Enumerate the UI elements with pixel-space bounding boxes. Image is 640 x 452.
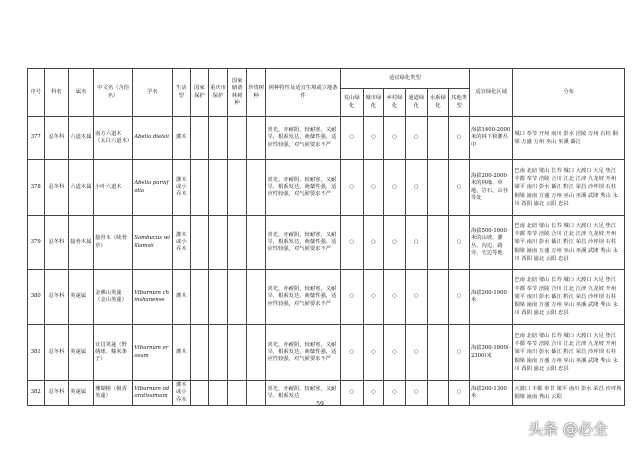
distribution-cell: 巴南 北碚 璧山 长寿 城口 大渡口 大足 垫江 丰都 奉节 涪陵 合川 江北 江津 九龙坡 开州 梁平 南川 彭水 綦江 黔江 荣昌 沙坪坝 石柱 铜梁 潼南 万盛 万州 巫山 巫溪 武隆 秀山 永川 酉阳 渝北 云阳 忠县 [513,270,625,325]
national-cell [191,325,209,381]
sci-name-cell: Viburnum erosum [133,325,172,381]
greening-mark-cell: ○ [384,381,406,406]
header-greening-types: 适宜绿化类型 [340,69,469,89]
cn-name-cell: 金佛山荚蒾（金山荚蒾） [94,270,133,325]
genus-cell: 荚蒾属 [69,381,94,406]
distribution-cell: 巴南 北碚 璧山 长寿 城口 大渡口 大足 垫江 丰都 奉节 涪陵 合川 江北 江津 九龙坡 开州 梁平 南川 彭水 綦江 黔江 荣昌 沙坪坝 石柱 铜梁 潼南 万盛 万州 巫山 巫溪 武隆 秀山 永川 酉阳 渝北 云阳 忠县 [513,325,625,381]
table-row [28,270,625,325]
header-type-other: 其他类型 [449,89,470,117]
genus-cell: 荚蒾属 [69,270,94,325]
header-family: 科名 [44,69,69,117]
header-life-form: 生活型 [172,69,191,117]
life-form-cell: 灌木或小乔木 [172,160,191,216]
cn-name-cell: 南方六道木（太白六道木） [94,117,133,160]
table-row [28,160,625,216]
family-cell: 忍冬科 [44,325,69,381]
greening-mark-cell: ○ [449,117,470,160]
rare-cell [246,270,266,325]
nursery-species-table [27,68,625,406]
rare-cell [246,216,266,270]
greening-mark-cell [427,216,449,270]
distribution-cell: 城口 奉节 开州 南川 彭水 涪陵 万州 石柱 铜梁 万盛 万州 巫山 巫溪 綦江 [513,117,625,160]
header-reserve-forest: 国家储备林树种 [228,69,247,117]
family-cell: 忍冬科 [44,270,69,325]
life-form-cell: 灌木 [172,270,191,325]
greening-mark-cell: ○ [405,216,427,270]
header-genus: 属名 [69,69,94,117]
greening-mark-cell: ○ [340,216,363,270]
greening-mark-cell: ○ [384,270,406,325]
life-form-cell: 灌木或小乔木 [172,216,191,270]
genus-cell: 六道木属 [69,160,94,216]
greening-mark-cell [427,270,449,325]
cq-cell [208,117,228,160]
cq-cell [208,270,228,325]
greening-mark-cell: ○ [405,381,427,406]
region-cell: 海拔300-1800(-2300)米 [469,325,512,381]
header-type-road: 通道绿化 [405,89,427,117]
greening-mark-cell: ○ [340,381,363,406]
header-traits: 树种特性及适宜生境或立地条件 [266,69,340,117]
header-chongqing-protection: 重庆市保护 [208,69,228,117]
header-national-protection: 国家保护 [191,69,209,117]
greening-mark-cell: ○ [340,270,363,325]
seq-cell: 377 [28,117,45,160]
region-cell: 海拔200-2000米的林缘、草地、岩石、山谷等处 [469,160,512,216]
table-row [28,117,625,160]
sci-name-cell: Abelia parvifolia [133,160,172,216]
life-form-cell: 灌木 [172,325,191,381]
region-cell: 海拔200-1900米 [469,270,512,325]
genus-cell: 六道木属 [69,117,94,160]
family-cell: 忍冬科 [44,381,69,406]
greening-mark-cell: ○ [384,160,406,216]
greening-mark-cell: ○ [363,381,384,406]
life-form-cell: 灌木或小乔木 [172,381,191,406]
greening-mark-cell: ○ [449,270,470,325]
sci-name-cell: Viburnum odoratissimum [133,381,172,406]
reserve-cell [228,216,247,270]
reserve-cell [228,270,247,325]
header-type-village: 乡村绿化 [384,89,406,117]
header-sci-name: 学名 [133,69,172,117]
distribution-cell: 巴南 北碚 璧山 长寿 城口 大渡口 大足 垫江 丰都 奉节 涪陵 合川 江北 江津 九龙坡 开州 梁平 南川 彭水 綦江 黔江 荣昌 沙坪坝 石柱 铜梁 潼南 万盛 万州 巫山 巫溪 武隆 秀山 永川 酉阳 渝北 云阳 忠县 [513,216,625,270]
distribution-cell: 巴南 北碚 璧山 长寿 城口 大渡口 大足 垫江 丰都 奉节 涪陵 合川 江北 江津 九龙坡 开州 梁平 南川 彭水 綦江 黔江 荣昌 沙坪坝 石柱 铜梁 潼南 万盛 万州 巫山 巫溪 武隆 秀山 永川 酉阳 渝北 云阳 忠县 [513,160,625,216]
traits-cell: 喜光，亦耐阴，较耐寒，又耐旱，根系发达，萌蘖性强，适应性较强，对气候要求不严 [266,216,340,270]
family-cell: 忍冬科 [44,160,69,216]
cq-cell [208,216,228,270]
greening-mark-cell: ○ [363,216,384,270]
greening-mark-cell [427,117,449,160]
table-body [28,117,625,406]
greening-mark-cell: ○ [384,117,406,160]
table-row [28,216,625,270]
region-cell: 海拔1400-2000米的林下和灌丛中 [469,117,512,160]
greening-mark-cell: ○ [405,117,427,160]
life-form-cell: 灌木 [172,117,191,160]
greening-mark-cell: ○ [449,160,470,216]
header-distribution: 分布 [513,69,625,117]
family-cell: 忍冬科 [44,216,69,270]
region-cell: 海拔200-1300米 [469,381,512,406]
greening-mark-cell: ○ [340,325,363,381]
greening-mark-cell: ○ [384,325,406,381]
cn-name-cell: 接骨木（续骨草） [94,216,133,270]
sci-name-cell: Sambucus williamsii [133,216,172,270]
reserve-cell [228,325,247,381]
rare-cell [246,325,266,381]
header-cn-name: 中文名（含俗名） [94,69,133,117]
seq-cell: 380 [28,270,45,325]
greening-mark-cell: ○ [340,160,363,216]
greening-mark-cell: ○ [384,216,406,270]
cn-name-cell: 宜昌荚蒾（野绣球、糯米条子） [94,325,133,381]
family-cell: 忍冬科 [44,117,69,160]
seq-cell: 382 [28,381,45,406]
national-cell [191,216,209,270]
header-rare-tree: 珍贵树种 [246,69,266,117]
header-type-barren-hill: 荒山绿化 [340,89,363,117]
header-type-water: 水系绿化 [427,89,449,117]
greening-mark-cell: ○ [405,325,427,381]
traits-cell: 喜光，亦耐阴，较耐寒，又耐旱，根系发达，萌蘖性强，适应性较强，对气候要求不严 [266,117,340,160]
greening-mark-cell: ○ [449,381,470,406]
cn-name-cell: 珊瑚树（极香荚蒾） [94,381,133,406]
greening-mark-cell: ○ [363,325,384,381]
genus-cell: 接骨木属 [69,216,94,270]
region-cell: 海拔500-1600米的山坡、灌丛、沟边、路旁、宅边等地 [469,216,512,270]
seq-cell: 381 [28,325,45,381]
greening-mark-cell: ○ [340,117,363,160]
cn-name-cell: 小叶六道木 [94,160,133,216]
header-type-city: 城市绿化 [363,89,384,117]
table-row [28,325,625,381]
traits-cell: 喜光，亦耐阴，较耐寒，又耐旱，根系发达 [266,381,340,406]
national-cell [191,270,209,325]
genus-cell: 荚蒾属 [69,325,94,381]
page-number: 59 [316,401,324,408]
reserve-cell [228,160,247,216]
sci-name-cell: Viburnum chinshanense [133,270,172,325]
greening-mark-cell: ○ [363,160,384,216]
reserve-cell [228,117,247,160]
traits-cell: 喜光，亦耐阴，较耐寒，又耐旱，根系发达，萌蘖性强，适应性较强，对气候要求不严 [266,160,340,216]
national-cell [191,160,209,216]
greening-mark-cell: ○ [363,270,384,325]
watermark: 头条 @必全 [528,420,608,438]
header-seq: 序号 [28,69,45,117]
sci-name-cell: Abelia dielsii [133,117,172,160]
greening-mark-cell: ○ [449,216,470,270]
greening-mark-cell [427,325,449,381]
traits-cell: 喜光，亦耐阴，较耐寒，又耐旱，根系发达，萌蘖性强，适应性较强，对气候要求不严 [266,270,340,325]
greening-mark-cell: ○ [449,325,470,381]
national-cell [191,117,209,160]
rare-cell [246,160,266,216]
distribution-cell: 大渡口 丰都 奉节 梁平 南川 彭水 荣昌 沙坪坝 铜梁 潼南 秀山 云阳 [513,381,625,406]
greening-mark-cell: ○ [405,270,427,325]
greening-mark-cell [427,160,449,216]
rare-cell [246,117,266,160]
cq-cell [208,325,228,381]
seq-cell: 378 [28,160,45,216]
cq-cell [208,160,228,216]
greening-mark-cell: ○ [363,117,384,160]
header-region: 适宜绿化区域 [469,69,512,117]
seq-cell: 379 [28,216,45,270]
traits-cell: 喜光，亦耐阴，较耐寒，又耐旱，根系发达，萌蘖性强，适应性较强，对气候要求不严 [266,325,340,381]
greening-mark-cell: ○ [405,160,427,216]
